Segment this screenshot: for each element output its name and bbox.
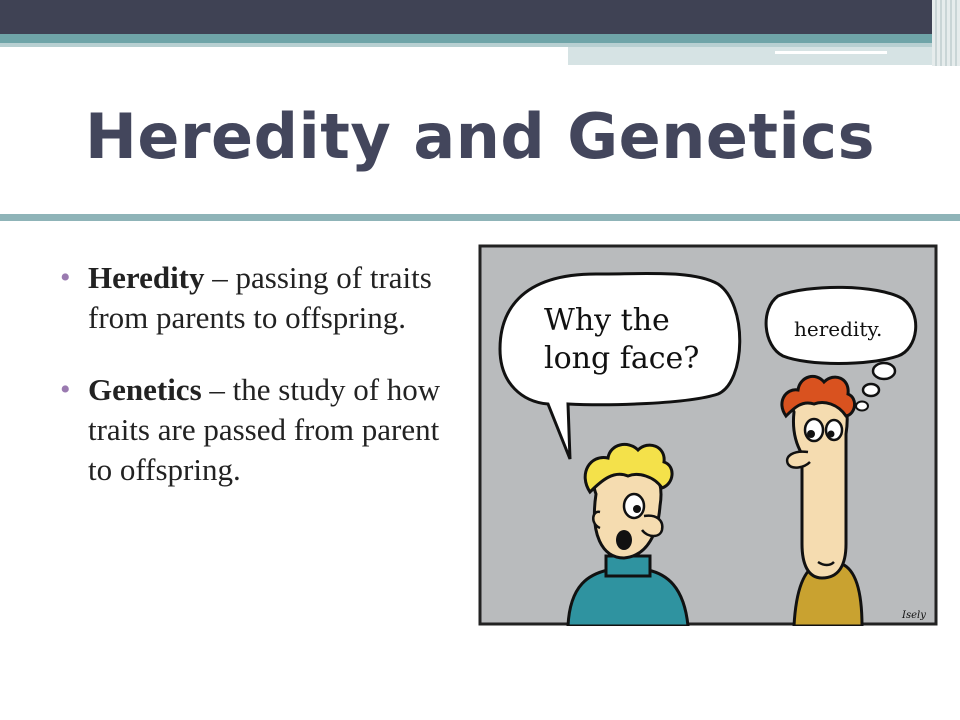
bullet-term: Heredity xyxy=(88,260,205,295)
header-corner-stripes xyxy=(932,0,960,66)
title-divider xyxy=(0,214,960,221)
bullet-item-genetics xyxy=(60,370,460,490)
heredity-cartoon xyxy=(478,244,938,626)
speech-line-2: long face? xyxy=(544,341,700,376)
header-teal-bar xyxy=(0,34,960,43)
thought-text: heredity. xyxy=(794,317,883,341)
bullet-definition: – passing of traits from parents to offspring. xyxy=(88,260,432,335)
bullet-marker: • xyxy=(60,373,71,406)
slide-title: Heredity and Genetics xyxy=(85,100,875,173)
speech-line-1: Why the xyxy=(544,303,670,338)
bullet-list xyxy=(60,258,460,522)
header-dark-bar xyxy=(0,0,960,34)
cartoon-illustration xyxy=(478,244,938,626)
bullet-definition: – the study of how traits are passed from parent to offspring. xyxy=(88,372,441,487)
header-step-line xyxy=(775,51,887,54)
bullet-item-heredity xyxy=(60,258,460,338)
artist-signature: Isely xyxy=(902,610,926,621)
bullet-marker: • xyxy=(60,261,71,294)
header-step-bar xyxy=(568,47,960,65)
bullet-term: Genetics xyxy=(88,372,202,407)
